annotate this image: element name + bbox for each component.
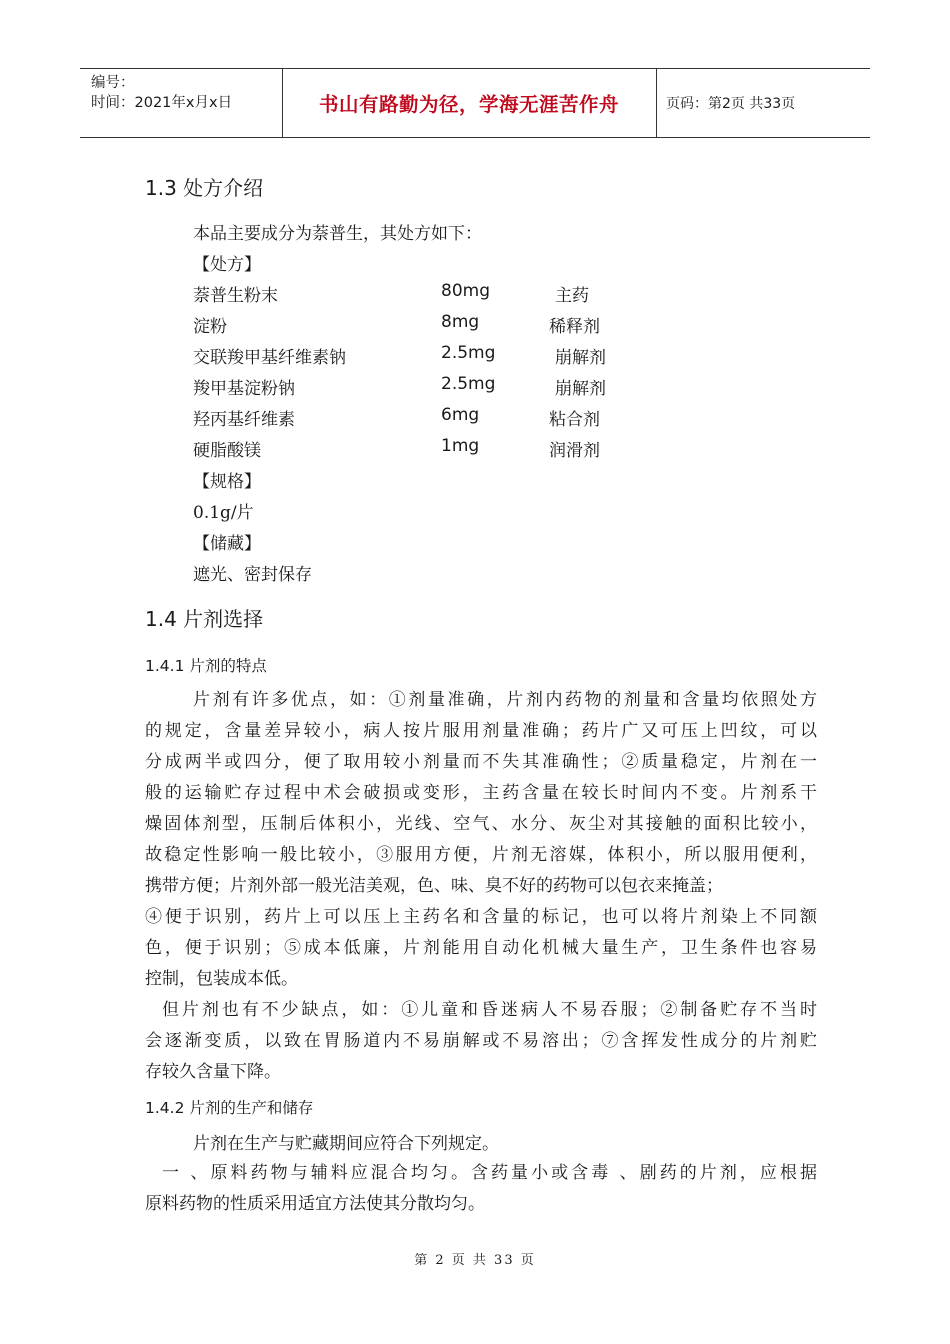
ingredient-name: 淀粉 (193, 317, 227, 337)
ingredient-amount: 8mg (441, 312, 480, 332)
ingredient-amount: 2.5mg (441, 343, 496, 363)
advantages-paragraph (145, 685, 817, 995)
spec-label: 【规格】 (193, 472, 261, 492)
ingredient-role: 粘合剂 (549, 410, 600, 430)
page-header (80, 68, 870, 138)
ingredient-role: 崩解剂 (555, 348, 606, 368)
paragraph-line: 故稳定性影响一般比较小，③服用方便，片剂无溶媒，体积小，所以服用便利， (145, 845, 817, 865)
section-1-3-title: 1.3 处方介绍 (145, 176, 264, 200)
header-number-label: 编号： (91, 75, 135, 91)
header-date: 时间：2021年x月x日 (91, 95, 233, 111)
page-footer: 第 2 页 共 33 页 (414, 1253, 536, 1268)
storage-label: 【储藏】 (193, 534, 261, 554)
formula-label: 【处方】 (193, 255, 261, 275)
ingredient-name: 羧甲基淀粉钠 (193, 379, 295, 399)
ingredient-amount: 6mg (441, 405, 480, 425)
ingredient-role: 稀释剂 (549, 317, 600, 337)
ingredient-amount: 2.5mg (441, 374, 496, 394)
header-meta (91, 73, 232, 113)
paragraph-line: 燥固体剂型，压制后体积小，光线、空气、水分、灰尘对其接触的面积比较小， (145, 814, 817, 834)
ingredient-role: 主药 (555, 286, 589, 306)
paragraph-line: 存较久含量下降。 (145, 1062, 281, 1082)
paragraph-line: ④便于识别，药片上可以压上主药名和含量的标记，也可以将片剂染上不同额 (145, 907, 817, 927)
production-intro: 片剂在生产与贮藏期间应符合下列规定。 (193, 1134, 499, 1154)
ingredient-role: 润滑剂 (549, 441, 600, 461)
paragraph-line: 控制，包装成本低。 (145, 969, 298, 989)
ingredient-name: 萘普生粉末 (193, 286, 278, 306)
paragraph-line: 携带方便；片剂外部一般光洁美观，色、味、臭不好的药物可以包衣来掩盖； (145, 876, 723, 896)
ingredient-name: 硬脂酸镁 (193, 441, 261, 461)
ingredient-name: 交联羧甲基纤维素钠 (193, 348, 346, 368)
ingredient-amount: 80mg (441, 281, 490, 301)
section-1-4-2-title: 1.4.2 片剂的生产和储存 (145, 1099, 314, 1117)
ingredient-amount: 1mg (441, 436, 480, 456)
header-motto: 书山有路勤为径，学海无涯苦作舟 (318, 93, 619, 116)
paragraph-line: 般的运输贮存过程中术会破损或变形，主药含量在较长时间内不变。片剂系干 (145, 783, 817, 803)
paragraph-line: 色，便于识别；⑤成本低廉，片剂能用自动化机械大量生产，卫生条件也容易 (145, 938, 817, 958)
section-1-4-1-title: 1.4.1 片剂的特点 (145, 657, 267, 675)
paragraph-line: 但片剂也有不少缺点，如：①儿童和昏迷病人不易吞服；②制备贮存不当时 (162, 1000, 817, 1020)
paragraph-line: 片剂有许多优点，如：①剂量准确，片剂内药物的剂量和含量均依照处方 (193, 690, 817, 710)
production-rule-paragraph (145, 1158, 817, 1220)
paragraph-line: 会逐渐变质，以致在胃肠道内不易崩解或不易溶出；⑦含挥发性成分的片剂贮 (145, 1031, 817, 1051)
formula-intro: 本品主要成分为萘普生，其处方如下： (193, 224, 482, 244)
ingredient-name: 羟丙基纤维素 (193, 410, 295, 430)
ingredient-role: 崩解剂 (555, 379, 606, 399)
disadvantages-paragraph (145, 995, 817, 1088)
paragraph-line: 一 、原料药物与辅料应混合均匀。含药量小或含毒 、剧药的片剂，应根据 (162, 1163, 817, 1183)
header-divider-right (656, 69, 657, 137)
paragraph-line: 分成两半或四分，便了取用较小剂量而不失其准确性；②质量稳定，片剂在一 (145, 752, 817, 772)
section-1-4-title: 1.4 片剂选择 (145, 607, 264, 631)
header-page-info: 页码：第2页 共33页 (666, 96, 796, 112)
paragraph-line: 原料药物的性质采用适宜方法使其分散均匀。 (145, 1194, 485, 1214)
paragraph-line: 的规定，含量差异较小，病人按片服用剂量准确；药片广又可压上凹纹，可以 (145, 721, 817, 741)
storage-value: 遮光、密封保存 (193, 565, 312, 585)
spec-value: 0.1g/片 (193, 503, 254, 523)
